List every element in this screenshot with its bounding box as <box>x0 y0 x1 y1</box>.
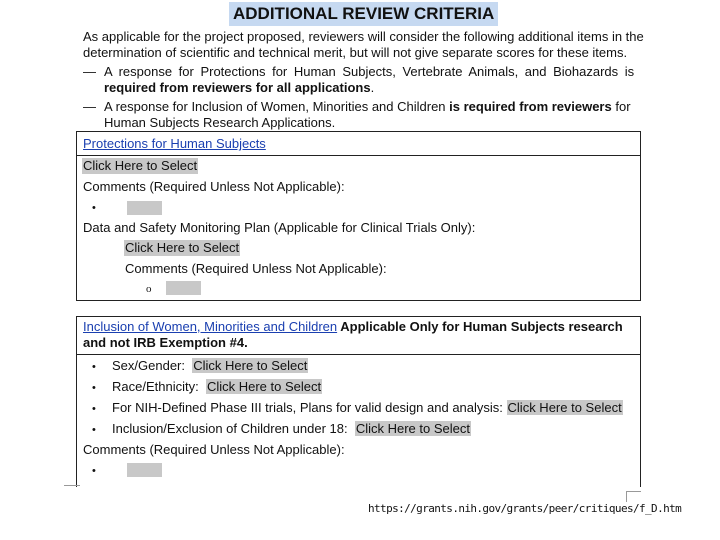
sub-bullet: o <box>146 283 152 295</box>
row-label <box>112 400 623 416</box>
item-1-line-1: A response for Protections for Human Subjects, Vertebrate Animals, and Biohazards is <box>104 64 635 79</box>
dsmp-comments-label: Comments (Required Unless Not Applicable): <box>125 261 387 276</box>
bullet: • <box>92 382 96 394</box>
dash-1: — <box>83 64 96 79</box>
children-label: Inclusion/Exclusion of Children under 18: <box>112 421 348 436</box>
dsmp-label: Data and Safety Monitoring Plan (Applicable for Clinical Trials Only): <box>83 220 476 235</box>
item-2-line-1 <box>104 99 631 115</box>
protections-human-subjects-link[interactable]: Protections for Human Subjects <box>83 136 266 151</box>
item-1-line-2 <box>104 80 374 96</box>
inclusion-comments-label: Comments (Required Unless Not Applicable): <box>83 442 345 457</box>
inclusion-header-bold: Applicable Only for Human Subjects research <box>337 319 623 334</box>
row-label <box>112 379 322 395</box>
item-2-end: for <box>611 99 631 114</box>
inclusion-header-line-1 <box>83 319 623 335</box>
page-title: ADDITIONAL REVIEW CRITERIA <box>229 2 498 26</box>
phase-iii-label: For NIH-Defined Phase III trials, Plans for valid design and analysis: <box>112 400 503 415</box>
item-2-bold: is required from reviewers <box>449 99 612 114</box>
bullet: • <box>92 361 96 373</box>
comments-label: Comments (Required Unless Not Applicable): <box>83 179 345 194</box>
sex-gender-label: Sex/Gender: <box>112 358 185 373</box>
inclusion-row <box>92 421 470 438</box>
dash-2: — <box>83 99 96 114</box>
item-2-line-2: Human Subjects Research Applications. <box>104 115 336 130</box>
inclusion-comments-field[interactable] <box>127 461 162 479</box>
intro-line-1: As applicable for the project proposed, reviewers will consider the following additional items in the <box>83 29 644 44</box>
source-url: https://grants.nih.gov/grants/peer/critiques/f_D.htm <box>368 502 682 515</box>
comments-field[interactable] <box>127 199 162 217</box>
item-2-text: A response for Inclusion of Women, Minorities and Children <box>104 99 450 114</box>
intro-line-2: determination of scientific and technical merit, but will not give separate scores for these items. <box>83 45 628 60</box>
sex-gender-select[interactable]: Click Here to Select <box>193 358 308 373</box>
bullet: • <box>92 202 96 214</box>
item-1-bold: required from reviewers for all applications <box>104 80 371 95</box>
dsmp-select[interactable]: Click Here to Select <box>125 240 240 255</box>
item-1-end: . <box>370 80 375 95</box>
race-ethnicity-select[interactable]: Click Here to Select <box>206 379 322 394</box>
race-ethnicity-label: Race/Ethnicity: <box>112 379 199 394</box>
children-select[interactable]: Click Here to Select <box>355 421 470 436</box>
page-corner-right <box>626 491 641 502</box>
row-label <box>112 358 308 374</box>
bullet: • <box>92 424 96 436</box>
inclusion-row <box>92 358 308 375</box>
inclusion-header-line-2: and not IRB Exemption #4. <box>83 335 248 350</box>
page-corner-left <box>64 485 80 486</box>
inclusion-row <box>92 379 322 396</box>
row-label <box>112 421 471 437</box>
phase-iii-select[interactable]: Click Here to Select <box>507 400 622 415</box>
inclusion-link[interactable]: Inclusion of Women, Minorities and Children <box>83 319 338 334</box>
bullet: • <box>92 465 96 477</box>
inclusion-row <box>92 400 622 417</box>
bullet: • <box>92 403 96 415</box>
dsmp-comments-field[interactable] <box>166 279 201 297</box>
human-subjects-select[interactable]: Click Here to Select <box>83 158 198 173</box>
